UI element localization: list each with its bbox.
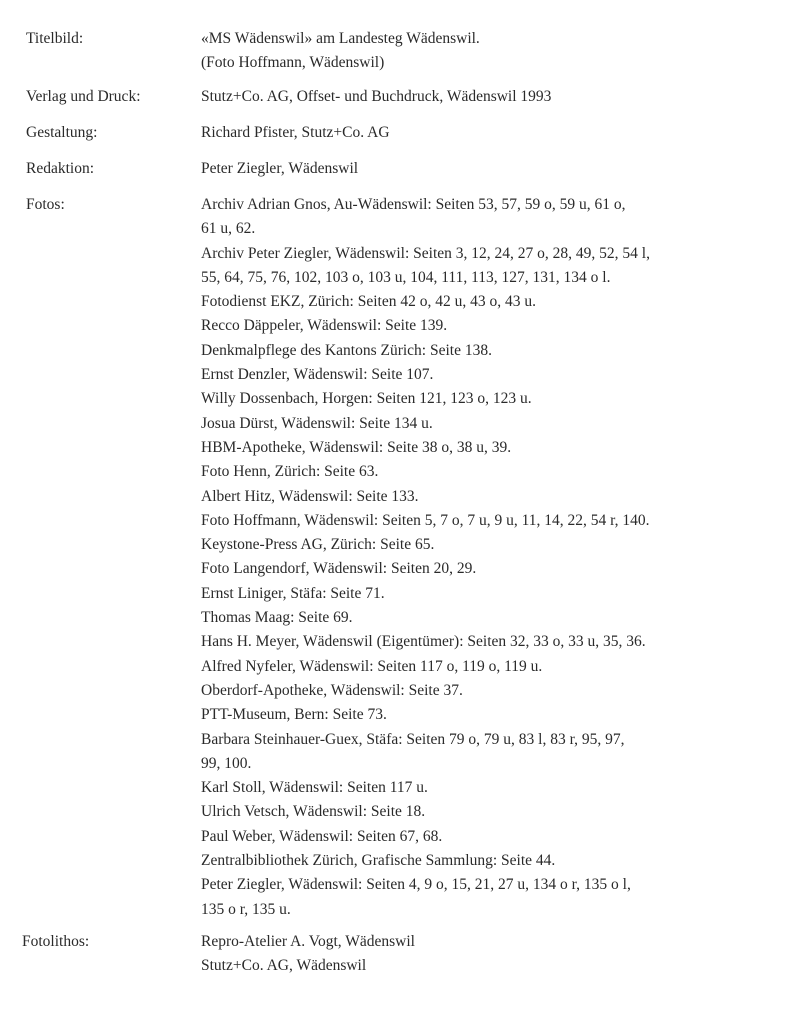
photo-credit-line: Zentralbibliothek Zürich, Grafische Sammlung: Seite 44. <box>201 852 556 870</box>
photo-credit-line: 55, 64, 75, 76, 102, 103 o, 103 u, 104, 111, 113, 127, 131, 134 o l. <box>201 268 611 286</box>
photo-credit-line: 99, 100. <box>201 754 252 772</box>
photo-credit-line: Thomas Maag: Seite 69. <box>201 609 353 627</box>
photo-credit-line: PTT-Museum, Bern: Seite 73. <box>201 706 387 724</box>
photo-credit-line: Ernst Liniger, Stäfa: Seite 71. <box>201 584 385 602</box>
photo-credit-line: Alfred Nyfeler, Wädenswil: Seiten 117 o, 119 o, 119 u. <box>201 657 543 675</box>
photo-credit-line: Foto Henn, Zürich: Seite 63. <box>201 463 379 481</box>
photo-credit-line: Paul Weber, Wädenswil: Seiten 67, 68. <box>201 827 443 845</box>
photo-credit-line: Archiv Peter Ziegler, Wädenswil: Seiten 3, 12, 24, 27 o, 28, 49, 52, 54 l, <box>201 244 650 262</box>
titelbild-line: «MS Wädenswil» am Landesteg Wädenswil. <box>201 30 480 47</box>
value-gestaltung: Richard Pfister, Stutz+Co. AG <box>201 124 390 141</box>
value-fotolithos <box>201 930 761 979</box>
photo-credit-line: Fotodienst EKZ, Zürich: Seiten 42 o, 42 u, 43 o, 43 u. <box>201 293 536 311</box>
label-fotos: Fotos: <box>26 196 65 213</box>
value-redaktion: Peter Ziegler, Wädenswil <box>201 160 359 177</box>
photo-credit-line: Hans H. Meyer, Wädenswil (Eigentümer): Seiten 32, 33 o, 33 u, 35, 36. <box>201 633 646 651</box>
photo-credit-line: Foto Hoffmann, Wädenswil: Seiten 5, 7 o, 7 u, 9 u, 11, 14, 22, 54 r, 140. <box>201 511 650 529</box>
photo-credit-line: Foto Langendorf, Wädenswil: Seiten 20, 29. <box>201 560 477 578</box>
titelbild-line: (Foto Hoffmann, Wädenswil) <box>201 54 385 72</box>
value-verlag: Stutz+Co. AG, Offset- und Buchdruck, Wädenswil 1993 <box>201 88 552 105</box>
photo-credit-line: Recco Däppeler, Wädenswil: Seite 139. <box>201 317 448 335</box>
photo-credit-line: Josua Dürst, Wädenswil: Seite 134 u. <box>201 414 433 432</box>
photo-credit-line: Karl Stoll, Wädenswil: Seiten 117 u. <box>201 779 428 797</box>
label-verlag: Verlag und Druck: <box>26 88 141 105</box>
label-titelbild: Titelbild: <box>26 30 84 47</box>
fotos-credit-list <box>201 193 761 922</box>
photo-credit-line: HBM-Apotheke, Wädenswil: Seite 38 o, 38 u, 39. <box>201 438 512 456</box>
photo-credit-line: 135 o r, 135 u. <box>201 900 291 918</box>
label-redaktion: Redaktion: <box>26 160 95 177</box>
photo-credit-line: Denkmalpflege des Kantons Zürich: Seite 138. <box>201 341 492 359</box>
photo-credit-line: 61 u, 62. <box>201 220 256 238</box>
photo-credit-line: Keystone-Press AG, Zürich: Seite 65. <box>201 536 435 554</box>
photo-credit-line: Willy Dossenbach, Horgen: Seiten 121, 123 o, 123 u. <box>201 390 532 408</box>
fotolithos-line: Stutz+Co. AG, Wädenswil <box>201 957 367 975</box>
value-titelbild <box>201 27 761 76</box>
photo-credit-line: Peter Ziegler, Wädenswil: Seiten 4, 9 o, 15, 21, 27 u, 134 o r, 135 o l, <box>201 876 631 894</box>
photo-credit-line: Oberdorf-Apotheke, Wädenswil: Seite 37. <box>201 681 463 699</box>
photo-credit-line: Ernst Denzler, Wädenswil: Seite 107. <box>201 366 434 384</box>
photo-credit-line: Albert Hitz, Wädenswil: Seite 133. <box>201 487 419 505</box>
photo-credit-line: Barbara Steinhauer-Guex, Stäfa: Seiten 79 o, 79 u, 83 l, 83 r, 95, 97, <box>201 730 625 748</box>
photo-credit-line: Archiv Adrian Gnos, Au-Wädenswil: Seiten 53, 57, 59 o, 59 u, 61 o, <box>201 196 626 213</box>
photo-credit-line: Ulrich Vetsch, Wädenswil: Seite 18. <box>201 803 426 821</box>
label-gestaltung: Gestaltung: <box>26 124 98 141</box>
fotolithos-line: Repro-Atelier A. Vogt, Wädenswil <box>201 933 415 950</box>
label-fotolithos: Fotolithos: <box>22 933 90 950</box>
